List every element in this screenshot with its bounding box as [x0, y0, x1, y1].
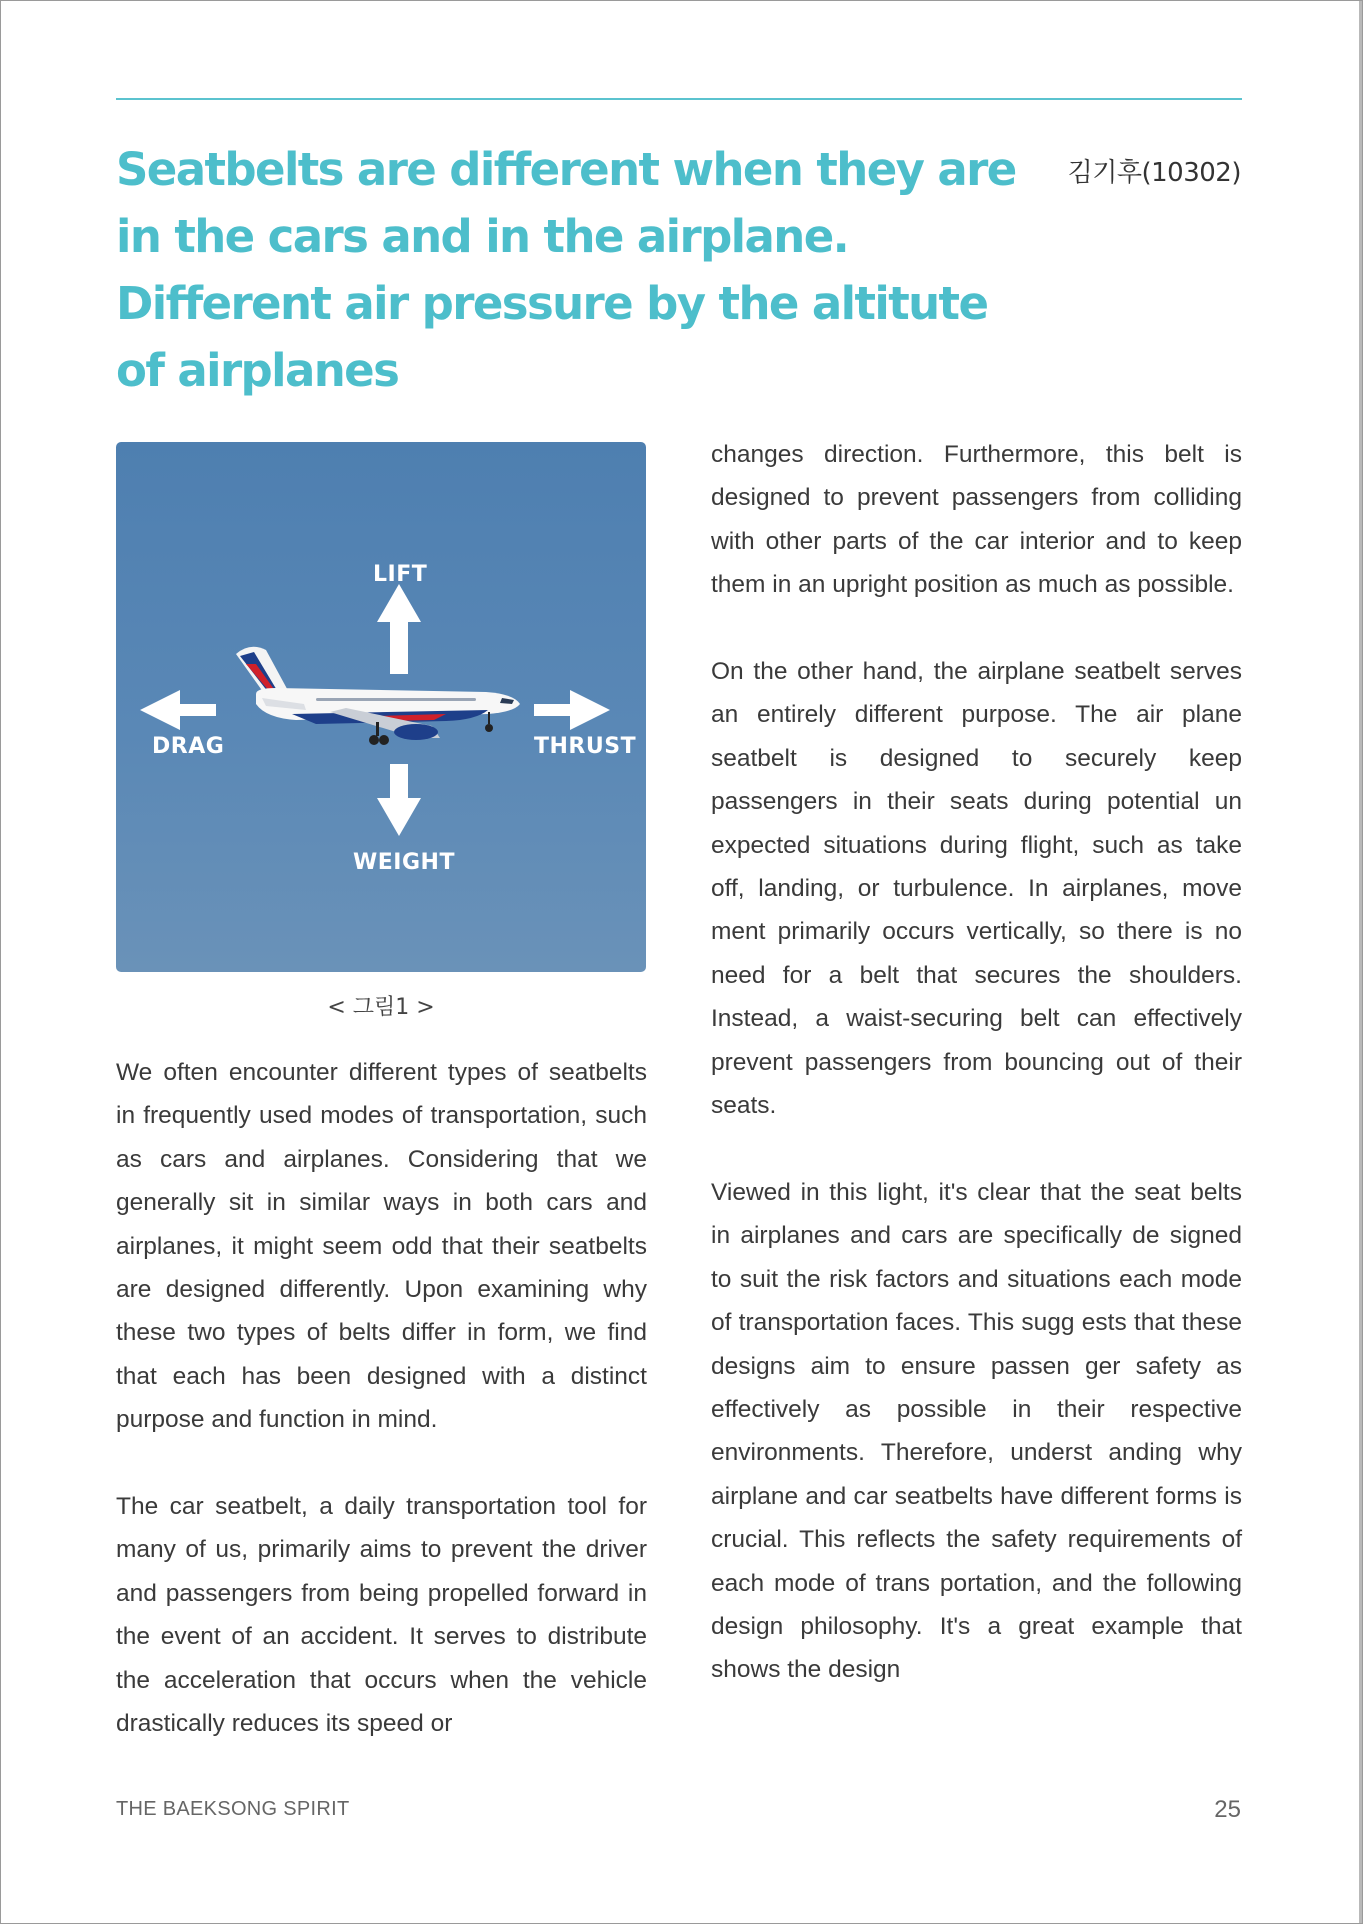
drag-arrow-icon: [140, 690, 216, 730]
paragraph: changes direction. Furthermore, this belt is designed to prevent passengers from colliding with other parts of the car interior and to keep them in an upright position as much as possible.: [711, 441, 1242, 599]
paragraph: The car seatbelt, a daily transportation tool for many of us, primarily aims to prevent the driver and passengers from being propelled forward in the event of an accident. It serves to distribute the acceleration that occurs when the vehicle drastically reduces its speed or: [116, 1493, 647, 1738]
article-column-left: [116, 1051, 647, 1745]
drag-label: DRAG: [152, 734, 225, 759]
flight-forces-illustration: [116, 442, 646, 972]
lift-arrow-icon: [377, 584, 421, 674]
article-title: Seatbelts are different when they are in the cars and in the airplane. Different air pressure by the altitute of airplanes: [116, 143, 1016, 397]
paragraph: On the other hand, the airplane seatbelt serves an entirely different purpose. The air plane seatbelt is designed to securely keep passengers in their seats during potential un expected situations during flight, such as take off, landing, or turbulence. In airplanes, move ment primarily occurs vertically, so there is no need for a belt that secures the shoulders. Instead, a waist-securing belt can effectively prevent passengers from bouncing out of their seats.: [711, 658, 1242, 1120]
airplane-icon: [236, 647, 520, 745]
weight-arrow-icon: [377, 764, 421, 836]
lift-label: LIFT: [373, 562, 428, 587]
paragraph: Viewed in this light, it's clear that the seat belts in airplanes and cars are specifically de signed to suit the risk factors and situations each mode of transportation faces. This sugg ests that these designs aim to ensure passen ger safety as effectively as possible in their respective environments. Therefore, underst anding why airplane and car seatbelts have different forms is crucial. This reflects the safety requirements of each mode of trans portation, and the following design philosophy. It's a great example that shows the design: [711, 1178, 1242, 1684]
page-number: 25: [1214, 1796, 1241, 1823]
flight-forces-figure: [116, 442, 646, 972]
header-rule: [116, 98, 1242, 100]
publication-name: THE BAEKSONG SPIRIT: [116, 1798, 350, 1820]
author-name: 김기후(10302): [1067, 158, 1241, 188]
thrust-label: THRUST: [534, 734, 637, 759]
figure-caption: < 그림1 >: [327, 995, 435, 1020]
paragraph: We often encounter different types of seatbelts in frequently used modes of transportation, such as cars and airplanes. Considering that we generally sit in similar ways in both cars and airplanes, it might seem odd that their seatbelts are designed differently. Upon examining why these two types of belts differ in form, we find that each has been designed with a distinct purpose and function in mind.: [116, 1059, 647, 1434]
article-column-right: [711, 433, 1242, 1692]
weight-label: WEIGHT: [353, 850, 455, 875]
thrust-arrow-icon: [534, 690, 610, 730]
